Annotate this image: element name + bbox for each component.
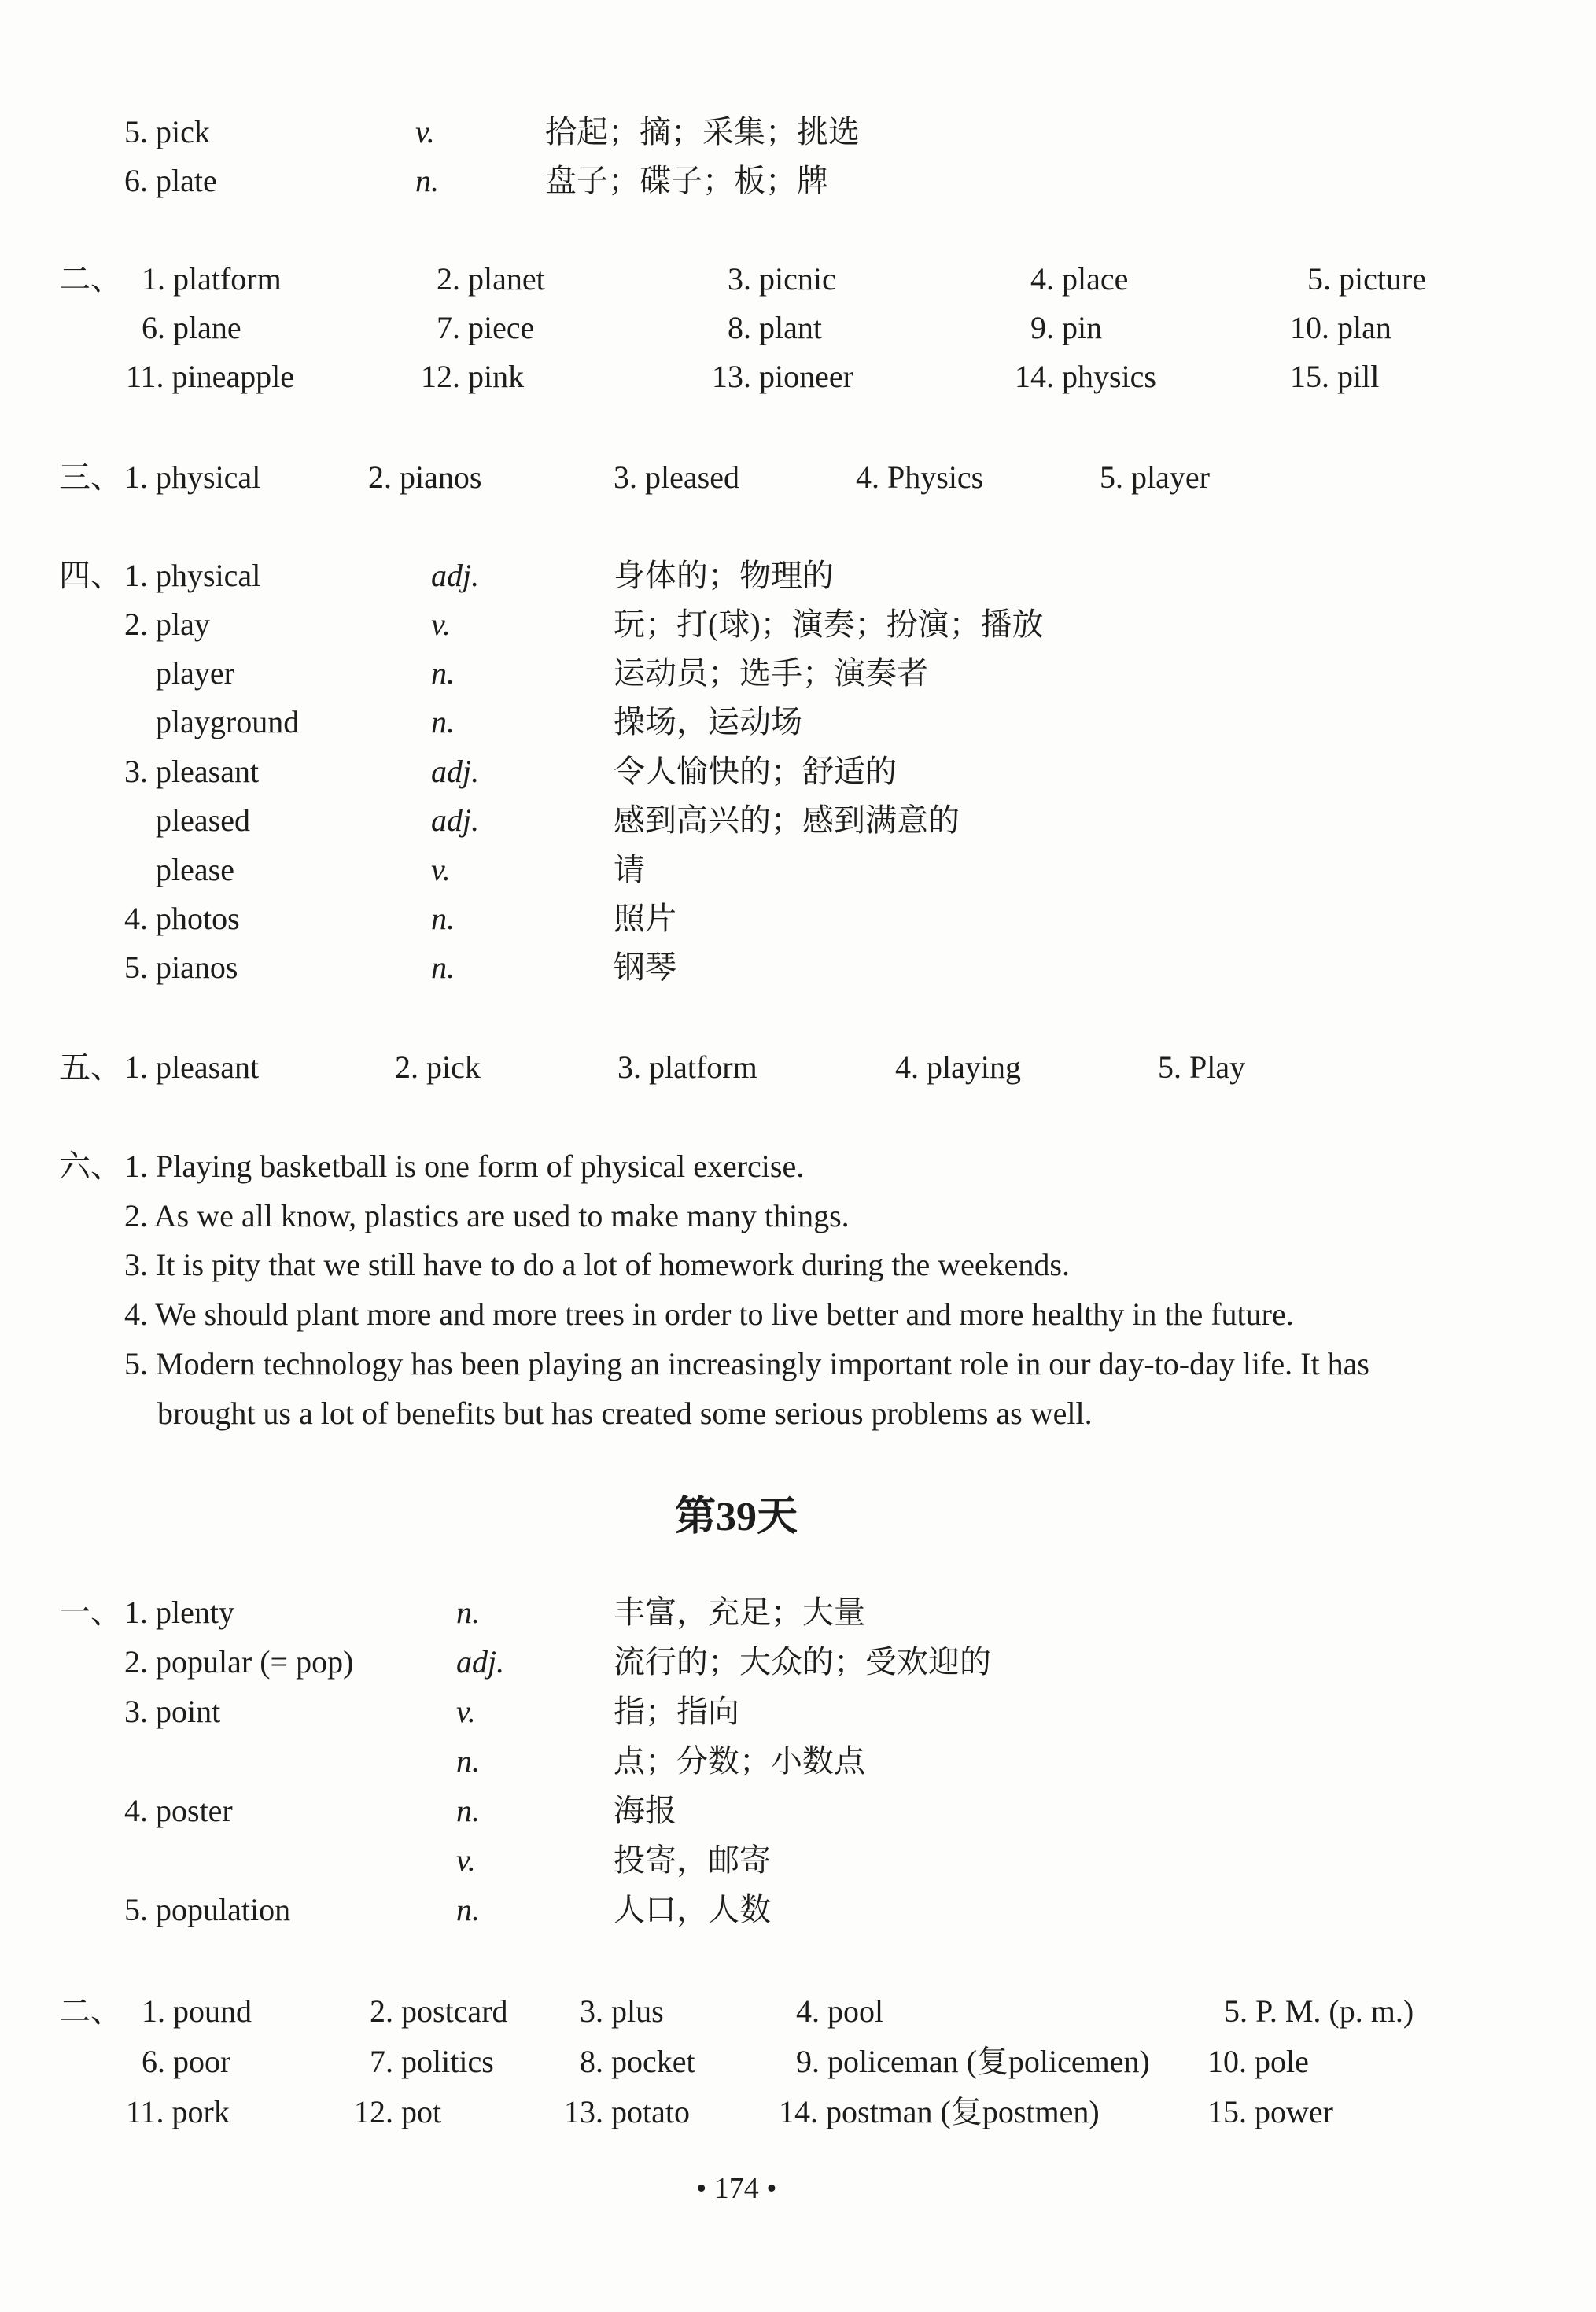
- vocab-word: pleased: [156, 802, 250, 838]
- answer-item: 9. pin: [1030, 310, 1103, 345]
- answer-item: 15. pill: [1290, 359, 1380, 394]
- part-of-speech: adj.: [431, 558, 480, 593]
- part-of-speech: n.: [456, 1595, 480, 1630]
- vocab-word: 1. physical: [124, 558, 261, 593]
- vocab-meaning: 令人愉快的；舒适的: [614, 754, 897, 789]
- sentence-line: 4. We should plant more and more trees in order to live better and more healthy in the future.: [124, 1296, 1294, 1332]
- vocab-word: player: [156, 655, 234, 691]
- part-of-speech: v.: [456, 1842, 476, 1878]
- part-of-speech: n.: [431, 704, 455, 739]
- answer-item: 3. pleased: [614, 459, 739, 495]
- section-label: 三、: [59, 459, 122, 495]
- answer-item: 5. P. M. (p. m.): [1224, 1993, 1414, 2029]
- vocab-word: 5. pianos: [124, 950, 238, 985]
- part-of-speech: n.: [456, 1743, 480, 1779]
- page-number: • 174 •: [696, 2172, 777, 2205]
- part-of-speech: adj.: [456, 1644, 505, 1680]
- answer-item: 1. pleasant: [124, 1049, 260, 1085]
- answer-item: 4. playing: [895, 1049, 1021, 1085]
- vocab-word: 1. plenty: [124, 1595, 234, 1630]
- answer-item: 14. postman (复postmen): [779, 2094, 1100, 2129]
- vocab-meaning: 投寄，邮寄: [614, 1842, 771, 1878]
- part-of-speech: n.: [431, 950, 455, 985]
- vocab-meaning: 操场，运动场: [614, 704, 802, 739]
- answer-item: 5. picture: [1307, 261, 1427, 297]
- part-of-speech: adj.: [431, 754, 480, 789]
- answer-item: 11. pineapple: [126, 359, 295, 394]
- answer-item: 2. planet: [437, 261, 545, 297]
- vocab-meaning: 感到高兴的；感到满意的: [614, 802, 960, 838]
- sentence-line: brought us a lot of benefits but has created some serious problems as well.: [157, 1396, 1093, 1431]
- section-label: 五、: [59, 1049, 122, 1085]
- answer-item: 1. physical: [124, 459, 261, 495]
- part-of-speech: adj.: [431, 802, 480, 838]
- answer-item: 9. policeman (复policemen): [796, 2044, 1150, 2079]
- day-title: 第39天: [675, 1495, 798, 1539]
- answer-item: 1. pound: [142, 1993, 252, 2029]
- answer-item: 11. pork: [126, 2094, 230, 2129]
- answer-item: 5. Play: [1158, 1049, 1246, 1085]
- vocab-word: 4. photos: [124, 901, 240, 936]
- part-of-speech: n.: [431, 655, 455, 691]
- answer-item: 3. plus: [580, 1993, 664, 2029]
- answer-item: 8. pocket: [580, 2044, 695, 2079]
- vocab-meaning: 请: [614, 852, 645, 887]
- section-label: 二、: [59, 261, 122, 297]
- sentence-line: 1. Playing basketball is one form of physical exercise.: [124, 1149, 805, 1184]
- vocab-meaning: 点；分数；小数点: [614, 1743, 865, 1779]
- vocab-word: 5. population: [124, 1892, 291, 1927]
- answer-item: 4. pool: [796, 1993, 884, 2029]
- answer-item: 4. Physics: [856, 459, 984, 495]
- answer-item: 1. platform: [142, 261, 282, 297]
- answer-item: 13. potato: [564, 2094, 690, 2129]
- answer-item: 2. pianos: [368, 459, 482, 495]
- vocab-word: 5. pick: [124, 114, 210, 149]
- answer-item: 6. plane: [142, 310, 241, 345]
- answer-item: 7. politics: [370, 2044, 494, 2079]
- answer-item: 15. power: [1207, 2094, 1333, 2129]
- vocab-meaning: 盘子；碟子；板；牌: [545, 163, 828, 198]
- vocab-meaning: 指；指向: [614, 1694, 739, 1729]
- vocab-meaning: 运动员；选手；演奏者: [614, 655, 928, 691]
- vocab-meaning: 身体的；物理的: [614, 558, 834, 593]
- sentence-line: 2. As we all know, plastics are used to make many things.: [124, 1198, 850, 1233]
- vocab-meaning: 丰富，充足；大量: [614, 1595, 865, 1630]
- vocab-meaning: 玩；打(球)；演奏；扮演；播放: [614, 607, 1044, 642]
- answer-item: 13. pioneer: [712, 359, 853, 394]
- vocab-meaning: 拾起；摘；采集；挑选: [545, 114, 860, 149]
- vocab-meaning: 海报: [614, 1793, 676, 1828]
- part-of-speech: n.: [415, 163, 439, 198]
- answer-item: 14. physics: [1015, 359, 1156, 394]
- vocab-word: playground: [156, 704, 300, 739]
- vocab-word: 6. plate: [124, 163, 217, 198]
- section-label: 四、: [59, 558, 122, 593]
- answer-item: 3. picnic: [728, 261, 836, 297]
- section-label: 一、: [59, 1595, 122, 1630]
- vocab-meaning: 流行的；大众的；受欢迎的: [614, 1644, 991, 1680]
- answer-item: 12. pink: [421, 359, 525, 394]
- vocab-meaning: 人口，人数: [614, 1892, 771, 1927]
- vocab-meaning: 照片: [614, 901, 676, 936]
- answer-item: 10. plan: [1290, 310, 1391, 345]
- vocab-meaning: 钢琴: [614, 950, 676, 985]
- section-label: 二、: [59, 1993, 122, 2029]
- answer-item: 8. plant: [728, 310, 822, 345]
- section-label: 六、: [59, 1149, 122, 1184]
- part-of-speech: n.: [456, 1793, 480, 1828]
- part-of-speech: v.: [415, 114, 435, 149]
- answer-item: 3. platform: [617, 1049, 757, 1085]
- vocab-word: 3. pleasant: [124, 754, 260, 789]
- vocab-word: 2. play: [124, 607, 210, 642]
- answer-item: 6. poor: [142, 2044, 231, 2079]
- part-of-speech: n.: [431, 901, 455, 936]
- sentence-line: 3. It is pity that we still have to do a lot of homework during the weekends.: [124, 1247, 1070, 1282]
- vocab-word: 3. point: [124, 1694, 221, 1729]
- part-of-speech: v.: [456, 1694, 476, 1729]
- answer-item: 10. pole: [1207, 2044, 1309, 2079]
- vocab-word: 2. popular (= pop): [124, 1644, 354, 1680]
- answer-item: 2. postcard: [370, 1993, 508, 2029]
- part-of-speech: v.: [431, 607, 451, 642]
- answer-item: 4. place: [1030, 261, 1129, 297]
- answer-item: 2. pick: [395, 1049, 481, 1085]
- answer-item: 12. pot: [354, 2094, 442, 2129]
- part-of-speech: v.: [431, 852, 451, 887]
- answer-item: 7. piece: [437, 310, 535, 345]
- vocab-word: please: [156, 852, 234, 887]
- vocab-word: 4. poster: [124, 1793, 233, 1828]
- part-of-speech: n.: [456, 1892, 480, 1927]
- answer-item: 5. player: [1100, 459, 1210, 495]
- sentence-line: 5. Modern technology has been playing an increasingly important role in our day-to-day life. It has: [124, 1346, 1369, 1381]
